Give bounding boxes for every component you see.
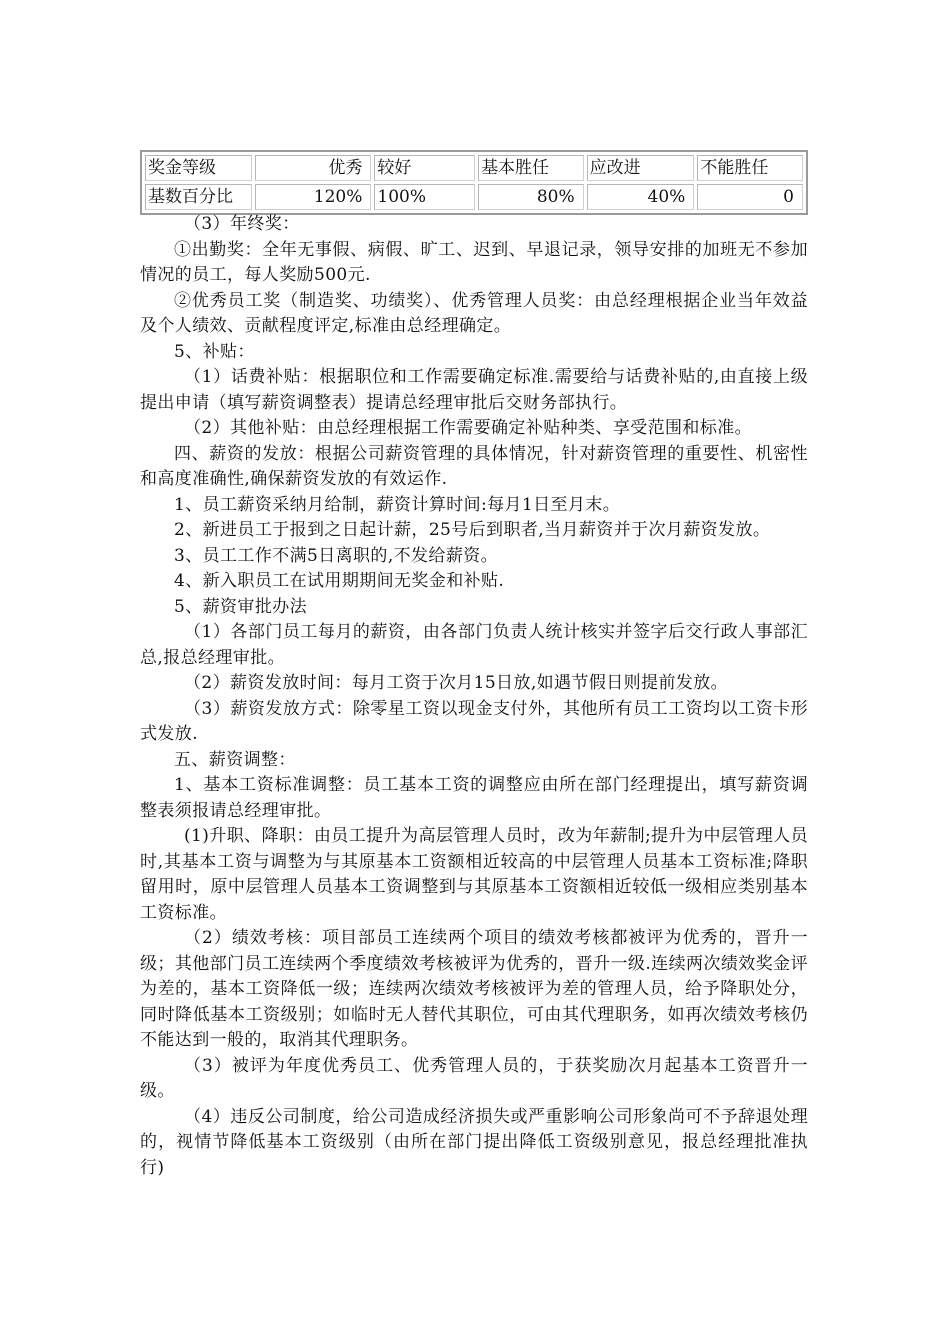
- paragraph: 5、薪资审批办法: [174, 596, 308, 617]
- table-cell: 100%: [374, 184, 475, 210]
- paragraph: 五、薪资调整：: [174, 749, 296, 770]
- paragraph: (1)升职、降职：由员工提升为高层管理人员时，改为年薪制;提升为中层管理人员时,其基本工资与调整为与其原基本工资额相近较高的中层管理人员基本工资标准;降职留用时，原中层管理人员基本工资调整到与其原基本工资额相近较低一级相应类别基本工资标准。: [140, 826, 808, 923]
- table-cell: 0: [697, 184, 803, 210]
- paragraph: （3）年终奖：: [184, 214, 300, 234]
- paragraph: 4、新入职员工在试用期期间无奖金和补贴.: [174, 571, 505, 591]
- paragraph: （1）话费补贴：根据职位和工作需要确定标准.需要给与话费补贴的,由直接上级提出申请（填写薪资调整表）提请总经理审批后交财务部执行。: [140, 367, 808, 413]
- table-cell: 较好: [374, 155, 475, 181]
- paragraph: （2）其他补贴：由总经理根据工作需要确定补贴种类、享受范围和标准。: [184, 418, 753, 438]
- paragraph: ②优秀员工奖（制造奖、功绩奖）、优秀管理人员奖：由总经理根据企业当年效益及个人绩效、贡献程度评定,标准由总经理确定。: [140, 290, 808, 336]
- document-body: [140, 212, 808, 1181]
- paragraph: （4）违反公司制度，给公司造成经济损失或严重影响公司形象尚可不予辞退处理的，视情节降低基本工资级别（由所在部门提出降低工资级别意见，报总经理批准执行): [140, 1106, 808, 1178]
- paragraph: ①出勤奖：全年无事假、病假、旷工、迟到、早退记录，领导安排的加班无不参加情况的员工，每人奖励500元.: [140, 239, 808, 285]
- table-cell: 不能胜任: [697, 155, 803, 181]
- paragraph: 1、员工薪资采纳月给制，薪资计算时间:每月1日至月末。: [174, 494, 621, 515]
- table-cell: 80%: [478, 184, 584, 210]
- table-cell: 120%: [255, 184, 372, 210]
- table-cell: 基本胜任: [478, 155, 584, 181]
- paragraph: 四、薪资的发放：根据公司薪资管理的具体情况，针对薪资管理的重要性、机密性和高度准确性,确保薪资发放的有效运作.: [140, 443, 808, 489]
- paragraph: 2、新进员工于报到之日起计薪，25号后到职者,当月薪资并于次月薪资发放。: [174, 520, 771, 540]
- paragraph: 1、基本工资标准调整：员工基本工资的调整应由所在部门经理提出，填写薪资调整表须报请总经理审批。: [140, 775, 808, 821]
- table-cell: 应改进: [587, 155, 695, 181]
- table-cell: 奖金等级: [145, 155, 252, 181]
- table-row: [145, 184, 803, 210]
- paragraph: （2）绩效考核：项目部员工连续两个项目的绩效考核都被评为优秀的，晋升一级；其他部门员工连续两个季度绩效考核被评为优秀的，晋升一级.连续两次绩效奖金评为差的，基本工资降低一级；连续两次绩效考核被评为差的管理人员，给予降职处分，同时降低基本工资级别；如临时无人替代其职位，可由其代理职务，如再次绩效考核仍不能达到一般的，取消其代理职务。: [140, 928, 808, 1050]
- paragraph: 3、员工工作不满5日离职的,不发给薪资。: [174, 545, 499, 566]
- table-cell: 基数百分比: [145, 184, 252, 210]
- table-cell: 40%: [587, 184, 695, 210]
- paragraph: （2）薪资发放时间：每月工资于次月15日放,如遇节假日则提前发放。: [184, 673, 729, 693]
- paragraph: （3）被评为年度优秀员工、优秀管理人员的，于获奖励次月起基本工资晋升一级。: [140, 1055, 808, 1101]
- paragraph: 5、补贴：: [174, 341, 255, 362]
- table-cell: 优秀: [255, 155, 372, 181]
- paragraph: （1）各部门员工每月的薪资，由各部门负责人统计核实并签字后交行政人事部汇总,报总经理审批。: [140, 622, 808, 668]
- bonus-grade-table: [140, 150, 808, 215]
- paragraph: （3）薪资发放方式：除零星工资以现金支付外，其他所有员工工资均以工资卡形式发放.: [140, 698, 808, 744]
- table-header-row: [145, 155, 803, 181]
